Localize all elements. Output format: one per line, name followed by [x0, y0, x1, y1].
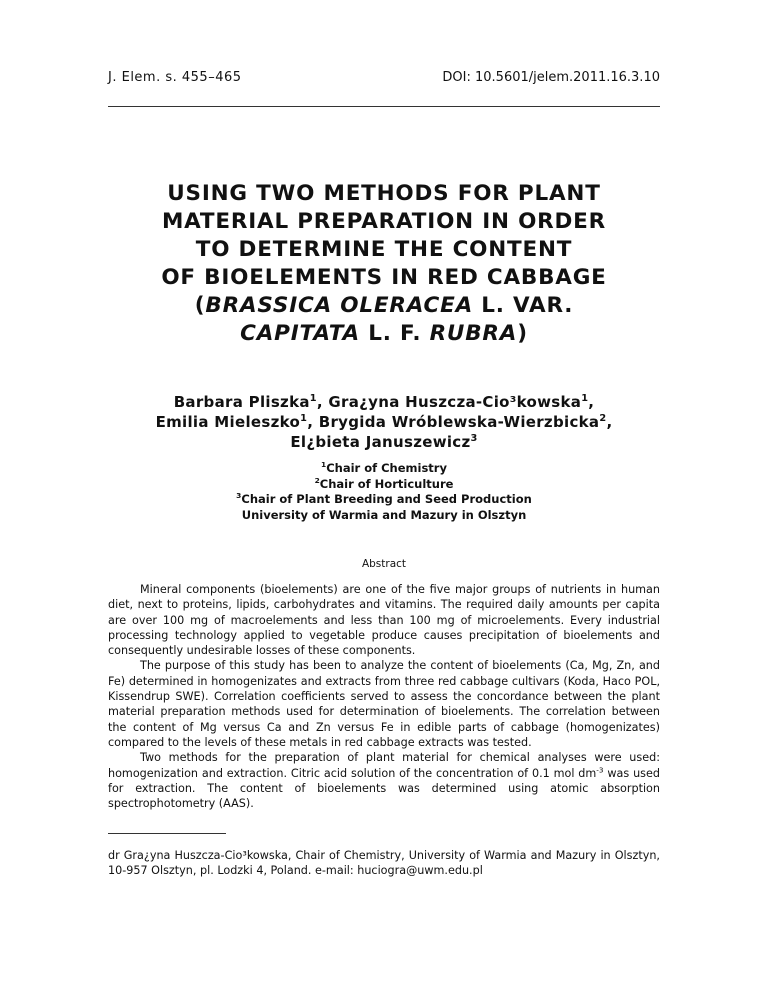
affiliation-text: Chair of Horticulture [319, 476, 454, 491]
title-line-4: OF BIOELEMENTS IN RED CABBAGE [161, 265, 607, 290]
affiliation [108, 492, 660, 508]
affiliation-mark: 2 [314, 475, 320, 485]
affiliation-mark: 3 [236, 491, 242, 501]
unit-exponent: -3 [596, 764, 604, 774]
running-head [108, 70, 660, 92]
author-name: Emilia Mieleszko [155, 413, 301, 431]
affiliation-list [108, 461, 660, 523]
doi: DOI: 10.5601/jelem.2011.16.3.10 [442, 70, 660, 85]
abstract-paragraph: Mineral components (bioelements) are one of the five major groups of nutrients in human diet, next to proteins, lipids, carbohydrates and vitamins. The required daily amounts per capita are over 100 mg of macroelements and less than 100 mg of microelements. Every industrial processing technology applied to vegetable produce causes precipitation of bioelements and consequently undesirable losses of these components. [108, 583, 660, 658]
abstract-text: was used for extraction. The content of bioelements was determined using atomic absorption spectrophotometry (AAS). [108, 766, 660, 811]
author-name: Brygida Wróblewska-Wierzbicka [318, 413, 600, 431]
author-separator: , [307, 413, 319, 431]
university-text: University of Warmia and Mazury in Olsztyn [241, 507, 527, 522]
title-line-1: USING TWO METHODS FOR PLANT [167, 181, 601, 206]
author-line-2 [108, 412, 660, 432]
affiliation [108, 461, 660, 477]
title-form-italic: RUBRA [429, 321, 518, 346]
header-rule [108, 106, 660, 107]
author-separator: , [588, 393, 595, 411]
affiliation-text: Chair of Chemistry [326, 461, 447, 475]
author-affil-mark: 2 [599, 413, 607, 424]
author-affil-mark: 1 [581, 393, 589, 404]
title-line-3: TO DETERMINE THE CONTENT [195, 237, 573, 262]
title-variety-italic: CAPITATA [240, 321, 360, 346]
author-affil-mark: 1 [309, 393, 317, 404]
article-title [108, 180, 660, 348]
author-affil-mark: 1 [300, 413, 308, 424]
author-name: Barbara Pliszka [173, 393, 310, 411]
author-name: Gra¿yna Huszcza-Cio³kowska [328, 393, 582, 411]
university [108, 508, 660, 524]
affiliation [108, 477, 660, 493]
footnote-rule [108, 833, 226, 834]
title-paren-close: ) [517, 321, 528, 346]
title-paren-open: ( [194, 293, 206, 318]
affiliation-text: Chair of Plant Breeding and Seed Production [241, 492, 532, 506]
title-line-5-rest: L. VAR. [473, 293, 574, 318]
author-line-1 [108, 392, 660, 412]
author-affil-mark: 3 [470, 433, 478, 444]
author-line-3 [108, 432, 660, 452]
title-line-5 [108, 292, 660, 320]
title-line-6 [108, 320, 660, 348]
author-separator: , [606, 413, 613, 431]
abstract-paragraph: The purpose of this study has been to analyze the content of bioelements (Ca, Mg, Zn, and Fe) determined in homogenizates and extracts from three red cabbage cultivars (Koda, Haco POL, Kissendrup SWE). Correlation coefficients served to assess the concordance between the plant material preparation methods used for determination of bioelements. The correlation between the content of Mg versus Ca and Zn versus Fe in edible parts of cabbage (homogenizates) compared to the levels of these metals in red cabbage extracts was tested. [108, 659, 660, 749]
title-species-italic: BRASSICA OLERACEA [205, 293, 474, 318]
affiliation-mark: 1 [321, 460, 327, 470]
journal-citation: J. Elem. s. 455–465 [108, 70, 242, 85]
abstract-heading: Abstract [361, 558, 407, 570]
author-separator: , [316, 393, 329, 411]
title-line-2: MATERIAL PREPARATION IN ORDER [161, 209, 607, 234]
title-line-6-mid: L. F. [359, 321, 430, 346]
abstract-body [108, 582, 660, 811]
abstract-paragraph [108, 750, 660, 811]
author-list [108, 392, 660, 452]
author-name: El¿bieta Januszewicz [290, 433, 471, 451]
abstract-text: Two methods for the preparation of plant material for chemical analyses were used: homogenization and extraction. Citric acid solution of the concentration of 0.1 mol dm [108, 751, 660, 780]
corresponding-author-footnote: dr Gra¿yna Huszcza-Cio³kowska, Chair of Chemistry, University of Warmia and Mazury in Olsztyn, 10-957 Olsztyn, pl. Lodzki 4, Poland. e-mail: huciogra@uwm.edu.pl [108, 849, 660, 878]
